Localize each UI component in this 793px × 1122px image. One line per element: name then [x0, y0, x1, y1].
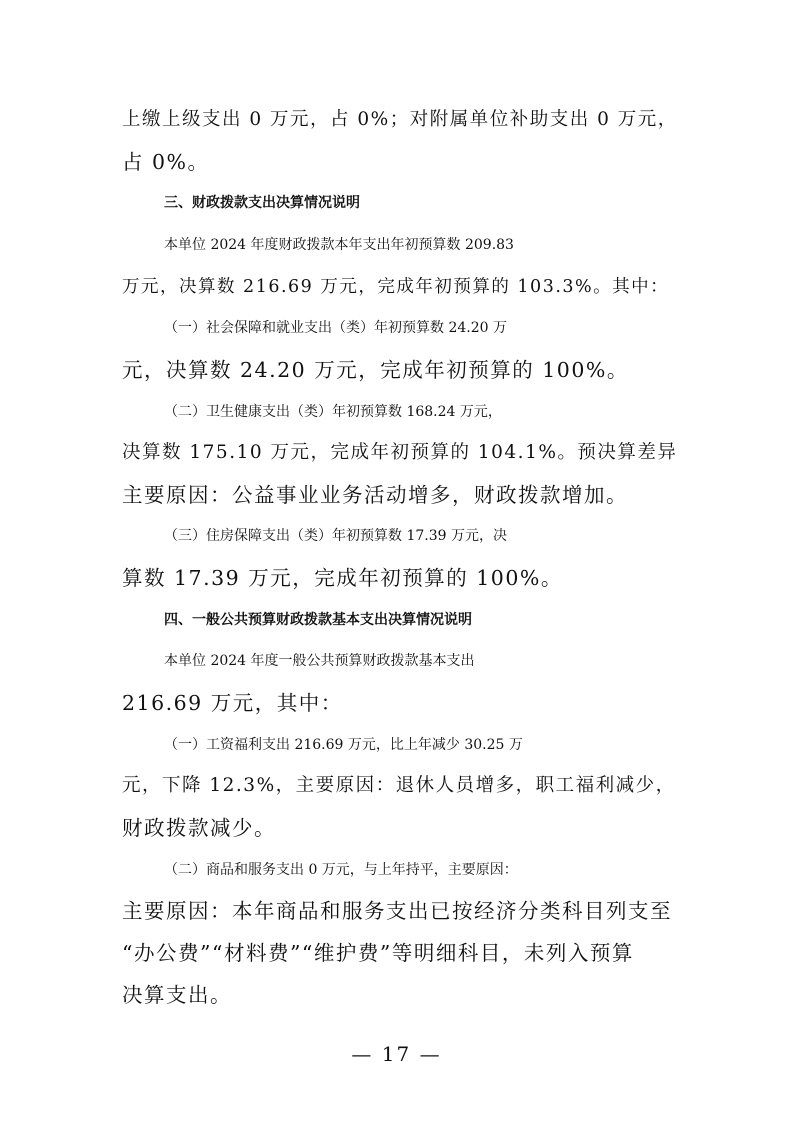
body-line: 元，下降 12.3%，主要原因：退休人员增多，职工福利减少， [122, 775, 676, 796]
body-line: “办公费”“材料费”“维护费”等明细科目，未列入预算 [122, 941, 634, 965]
body-line: 主要原因：公益事业业务活动增多，财政拨款增加。 [122, 483, 628, 507]
body-line: 主要原因：本年商品和服务支出已按经济分类科目列支至 [122, 899, 672, 923]
body-line: 本单位 2024 年度财政拨款本年支出年初预算数 209.83 [164, 237, 514, 253]
body-line: 元，决算数 24.20 万元，完成年初预算的 100%。 [122, 358, 629, 382]
body-line: 占 0%。 [122, 150, 210, 174]
section-heading-4: 四、一般公共预算财政拨款基本支出决算情况说明 [164, 612, 472, 628]
body-line: （一）社会保障和就业支出（类）年初预算数 24.20 万 [164, 320, 507, 336]
body-line: 财政拨款减少。 [122, 816, 276, 840]
body-line: 上缴上级支出 0 万元，占 0%；对附属单位补助支出 0 万元， [122, 109, 678, 130]
body-line: 决算支出。 [122, 983, 232, 1007]
page-number: — 17 — [351, 1042, 442, 1066]
body-line: （三）住房保障支出（类）年初预算数 17.39 万元，决 [164, 528, 507, 544]
body-line: 万元，决算数 216.69 万元，完成年初预算的 103.3%。其中： [122, 277, 670, 297]
body-line: 本单位 2024 年度一般公共预算财政拨款基本支出 [164, 653, 475, 669]
body-line: 算数 17.39 万元，完成年初预算的 100%。 [122, 566, 563, 590]
body-line: 决算数 175.10 万元，完成年初预算的 104.1%。预决算差异 [122, 442, 678, 463]
body-line: 216.69 万元，其中： [122, 691, 343, 715]
body-line: （二）商品和服务支出 0 万元，与上年持平，主要原因： [164, 862, 518, 878]
body-line: （二）卫生健康支出（类）年初预算数 168.24 万元， [164, 404, 502, 420]
section-heading-3: 三、财政拨款支出决算情况说明 [164, 195, 360, 211]
body-line: （一）工资福利支出 216.69 万元，比上年减少 30.25 万 [164, 737, 523, 753]
